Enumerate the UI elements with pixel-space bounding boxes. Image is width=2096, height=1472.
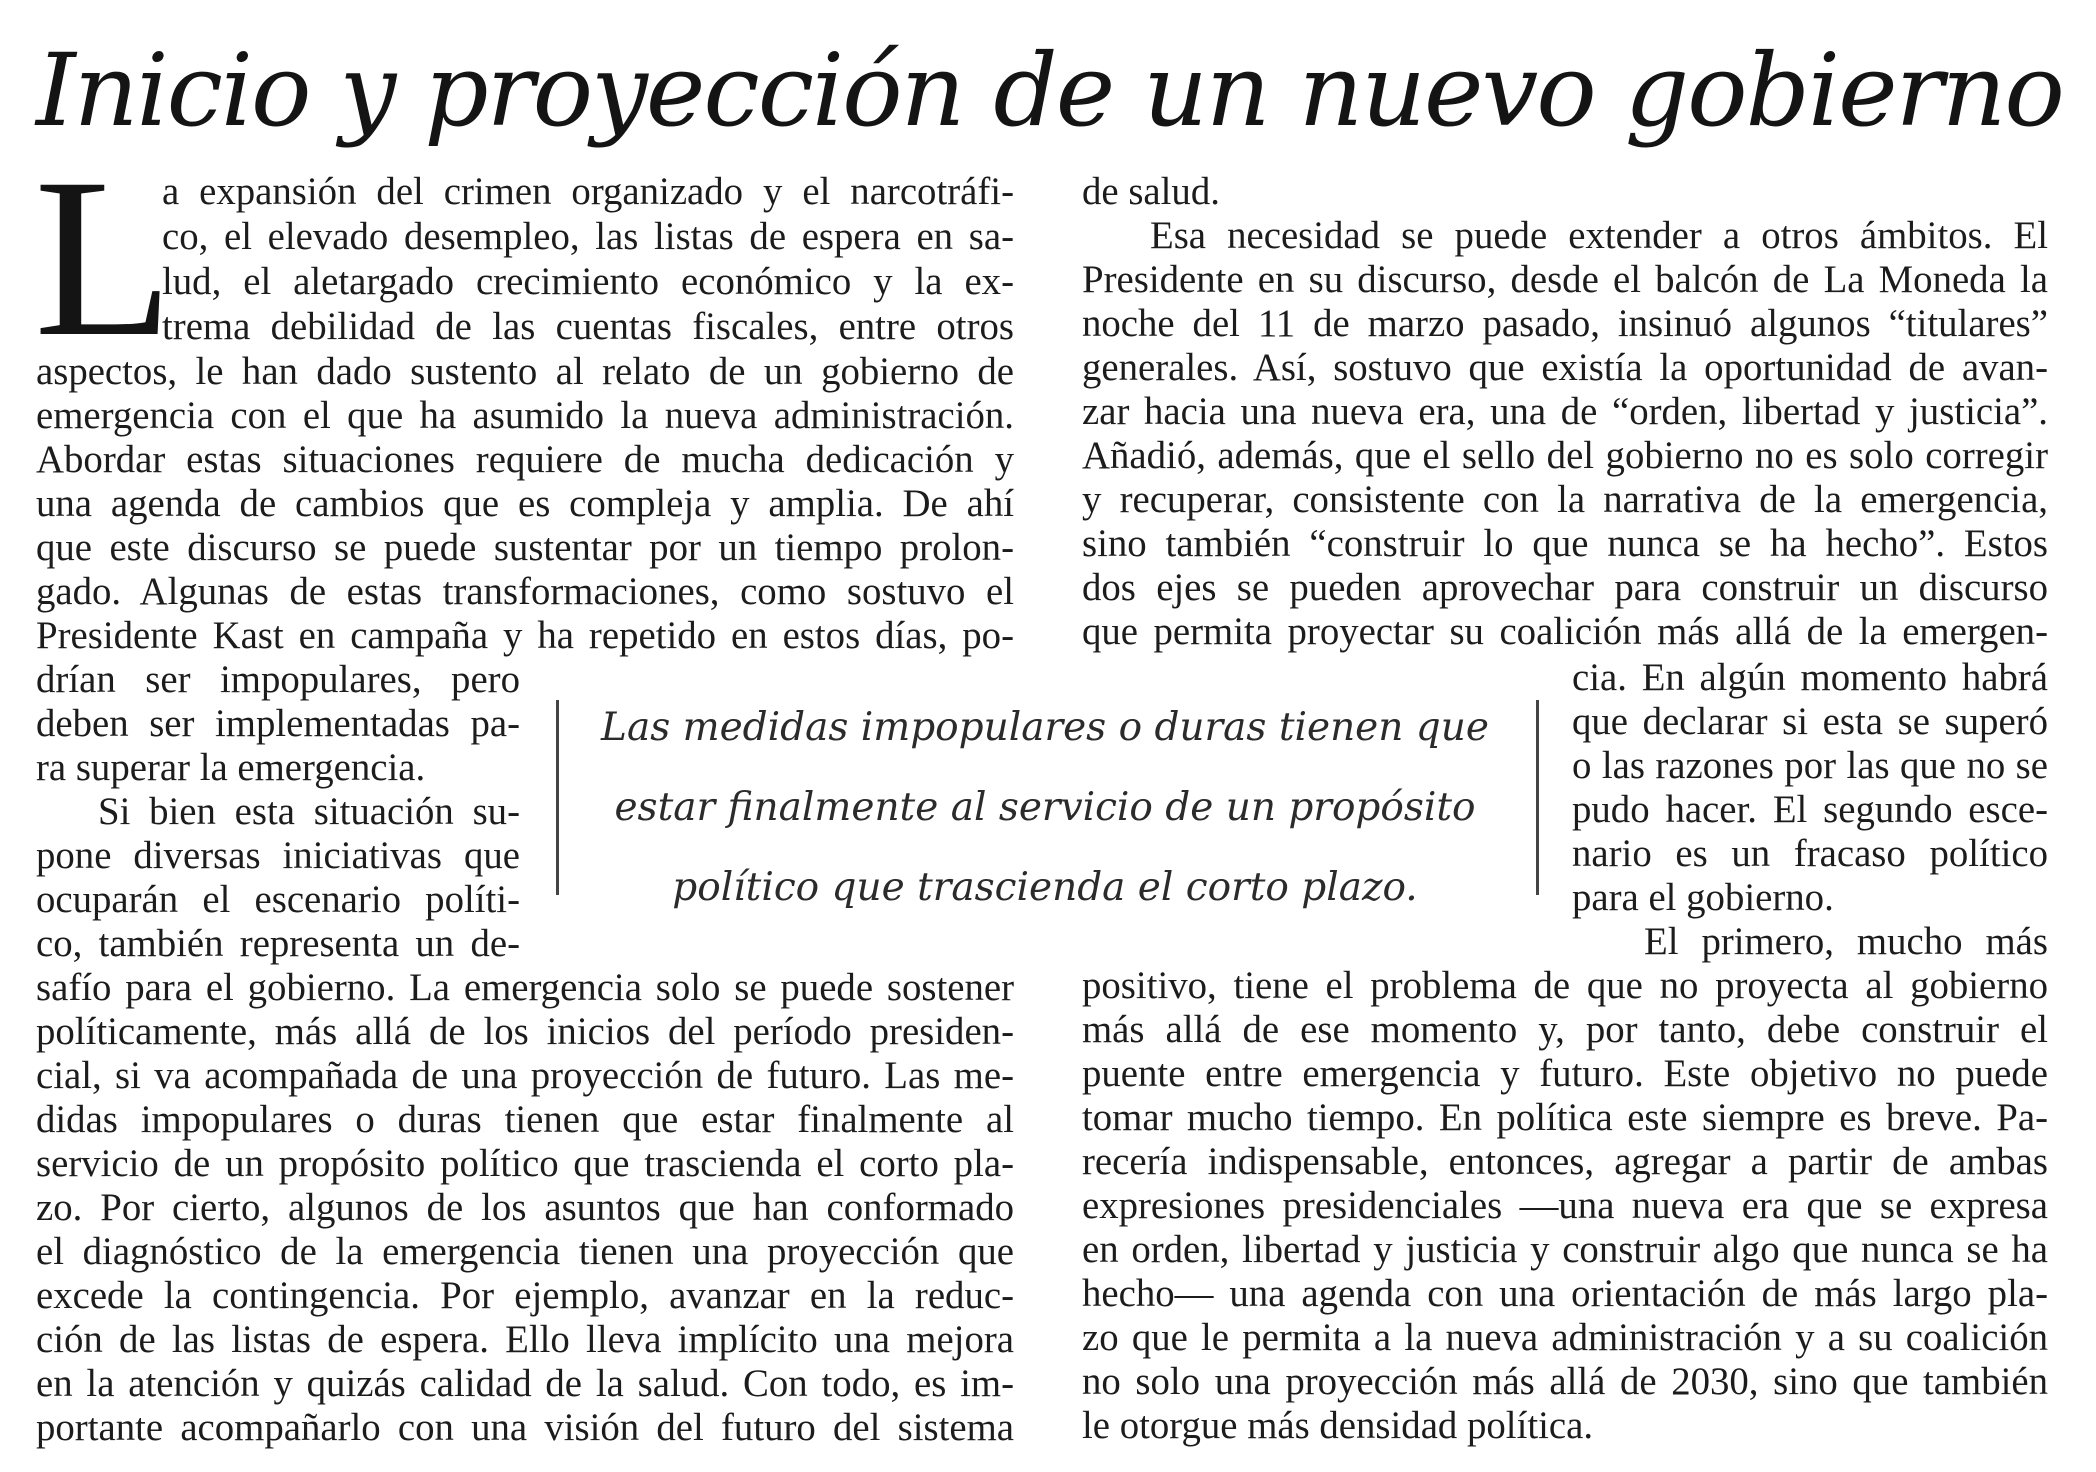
text-line: ocuparán el escenario políti- <box>36 878 520 921</box>
text-line: emergencia con el que ha asumido la nueva administración. <box>36 394 1014 437</box>
text-line: que permita proyectar su coalición más allá de la emergen- <box>1082 610 2048 653</box>
text-line: Si bien esta situación su- <box>98 790 520 833</box>
text-line: para el gobierno. <box>1572 876 1834 919</box>
pull-quote-left-rule <box>556 700 559 895</box>
text-line: sino también “construir lo que nunca se ha hecho”. Estos <box>1082 522 2048 565</box>
text-line: generales. Así, sostuvo que existía la oportunidad de avan- <box>1082 346 2048 389</box>
text-line: excede la contingencia. Por ejemplo, avanzar en la reduc- <box>36 1274 1014 1317</box>
pull-quote-line: político que trascienda el corto plazo. <box>672 865 1418 910</box>
text-line: noche del 11 de marzo pasado, insinuó algunos “titulares” <box>1082 302 2048 345</box>
text-line: el diagnóstico de la emergencia tienen una proyección que <box>36 1230 1014 1273</box>
pull-quote-right-rule <box>1536 700 1539 895</box>
text-line: deben ser implementadas pa- <box>36 702 520 745</box>
drop-cap: L <box>34 132 174 384</box>
text-line: cia. En algún momento habrá <box>1572 656 2048 699</box>
text-line: recería indispensable, entonces, agregar a partir de ambas <box>1082 1140 2048 1183</box>
text-line: de salud. <box>1082 170 1220 213</box>
article-title: Inicio y proyección de un nuevo gobierno <box>36 32 2063 149</box>
text-line: hecho— una agenda con una orientación de más largo pla- <box>1082 1272 2048 1315</box>
text-line: positivo, tiene el problema de que no proyecta al gobierno <box>1082 964 2048 1007</box>
text-line: safío para el gobierno. La emergencia solo se puede sostener <box>36 966 1014 1009</box>
text-line: le otorgue más densidad política. <box>1082 1404 1594 1447</box>
pull-quote <box>580 688 1510 928</box>
text-line: pone diversas iniciativas que <box>36 834 520 877</box>
text-line: El primero, mucho más <box>1644 920 2048 963</box>
text-line: co, también representa un de- <box>36 922 520 965</box>
text-line: o las razones por las que no se <box>1572 744 2048 787</box>
text-line: que este discurso se puede sustentar por un tiempo prolon- <box>36 526 1014 569</box>
text-line: zo que le permita a la nueva administración y a su coalición <box>1082 1316 2048 1359</box>
text-line: en la atención y quizás calidad de la salud. Con todo, es im- <box>36 1362 1014 1405</box>
text-line: zar hacia una nueva era, una de “orden, libertad y justicia”. <box>1082 390 2048 433</box>
text-line: dos ejes se pueden aprovechar para construir un discurso <box>1082 566 2048 609</box>
text-line: a expansión del crimen organizado y el narcotráfi- <box>162 170 1014 213</box>
text-line: más allá de ese momento y, por tanto, debe construir el <box>1082 1008 2048 1051</box>
text-line: ción de las listas de espera. Ello lleva implícito una mejora <box>36 1318 1014 1361</box>
text-line: Añadió, además, que el sello del gobierno no es solo corregir <box>1082 434 2048 477</box>
text-line: aspectos, le han dado sustento al relato de un gobierno de <box>36 350 1014 393</box>
text-line: una agenda de cambios que es compleja y amplia. De ahí <box>36 482 1014 525</box>
text-line: Esa necesidad se puede extender a otros ámbitos. El <box>1150 214 2048 257</box>
text-line: políticamente, más allá de los inicios del período presiden- <box>36 1010 1014 1053</box>
pull-quote-line: Las medidas impopulares o duras tienen que <box>601 705 1489 750</box>
text-line: gado. Algunas de estas transformaciones, como sostuvo el <box>36 570 1014 613</box>
text-line: Presidente en su discurso, desde el balcón de La Moneda la <box>1082 258 2048 301</box>
text-line: Presidente Kast en campaña y ha repetido en estos días, po- <box>36 614 1014 657</box>
text-line: cial, si va acompañada de una proyección de futuro. Las me- <box>36 1054 1014 1097</box>
text-line: y recuperar, consistente con la narrativa de la emergencia, <box>1082 478 2048 521</box>
text-line: ra superar la emergencia. <box>36 746 426 789</box>
text-line: trema debilidad de las cuentas fiscales, entre otros <box>162 305 1014 348</box>
text-line: expresiones presidenciales —una nueva era que se expresa <box>1082 1184 2048 1227</box>
text-line: zo. Por cierto, algunos de los asuntos que han conformado <box>36 1186 1014 1229</box>
text-line: servicio de un propósito político que trascienda el corto pla- <box>36 1142 1014 1185</box>
text-line: portante acompañarlo con una visión del futuro del sistema <box>36 1406 1014 1449</box>
pull-quote-line: estar finalmente al servicio de un propósito <box>614 785 1476 830</box>
text-line: didas impopulares o duras tienen que estar finalmente al <box>36 1098 1014 1141</box>
text-line: no solo una proyección más allá de 2030, sino que también <box>1082 1360 2048 1403</box>
text-line: puente entre emergencia y futuro. Este objetivo no puede <box>1082 1052 2048 1095</box>
text-line: que declarar si esta se superó <box>1572 700 2048 743</box>
text-line: nario es un fracaso político <box>1572 832 2048 875</box>
text-line: en orden, libertad y justicia y construir algo que nunca se ha <box>1082 1228 2048 1271</box>
text-line: Abordar estas situaciones requiere de mucha dedicación y <box>36 438 1014 481</box>
text-line: lud, el aletargado crecimiento económico y la ex- <box>162 260 1014 303</box>
text-line: tomar mucho tiempo. En política este siempre es breve. Pa- <box>1082 1096 2048 1139</box>
text-line: pudo hacer. El segundo esce- <box>1572 788 2048 831</box>
text-line: co, el elevado desempleo, las listas de espera en sa- <box>162 215 1014 258</box>
text-line: drían ser impopulares, pero <box>36 658 520 701</box>
